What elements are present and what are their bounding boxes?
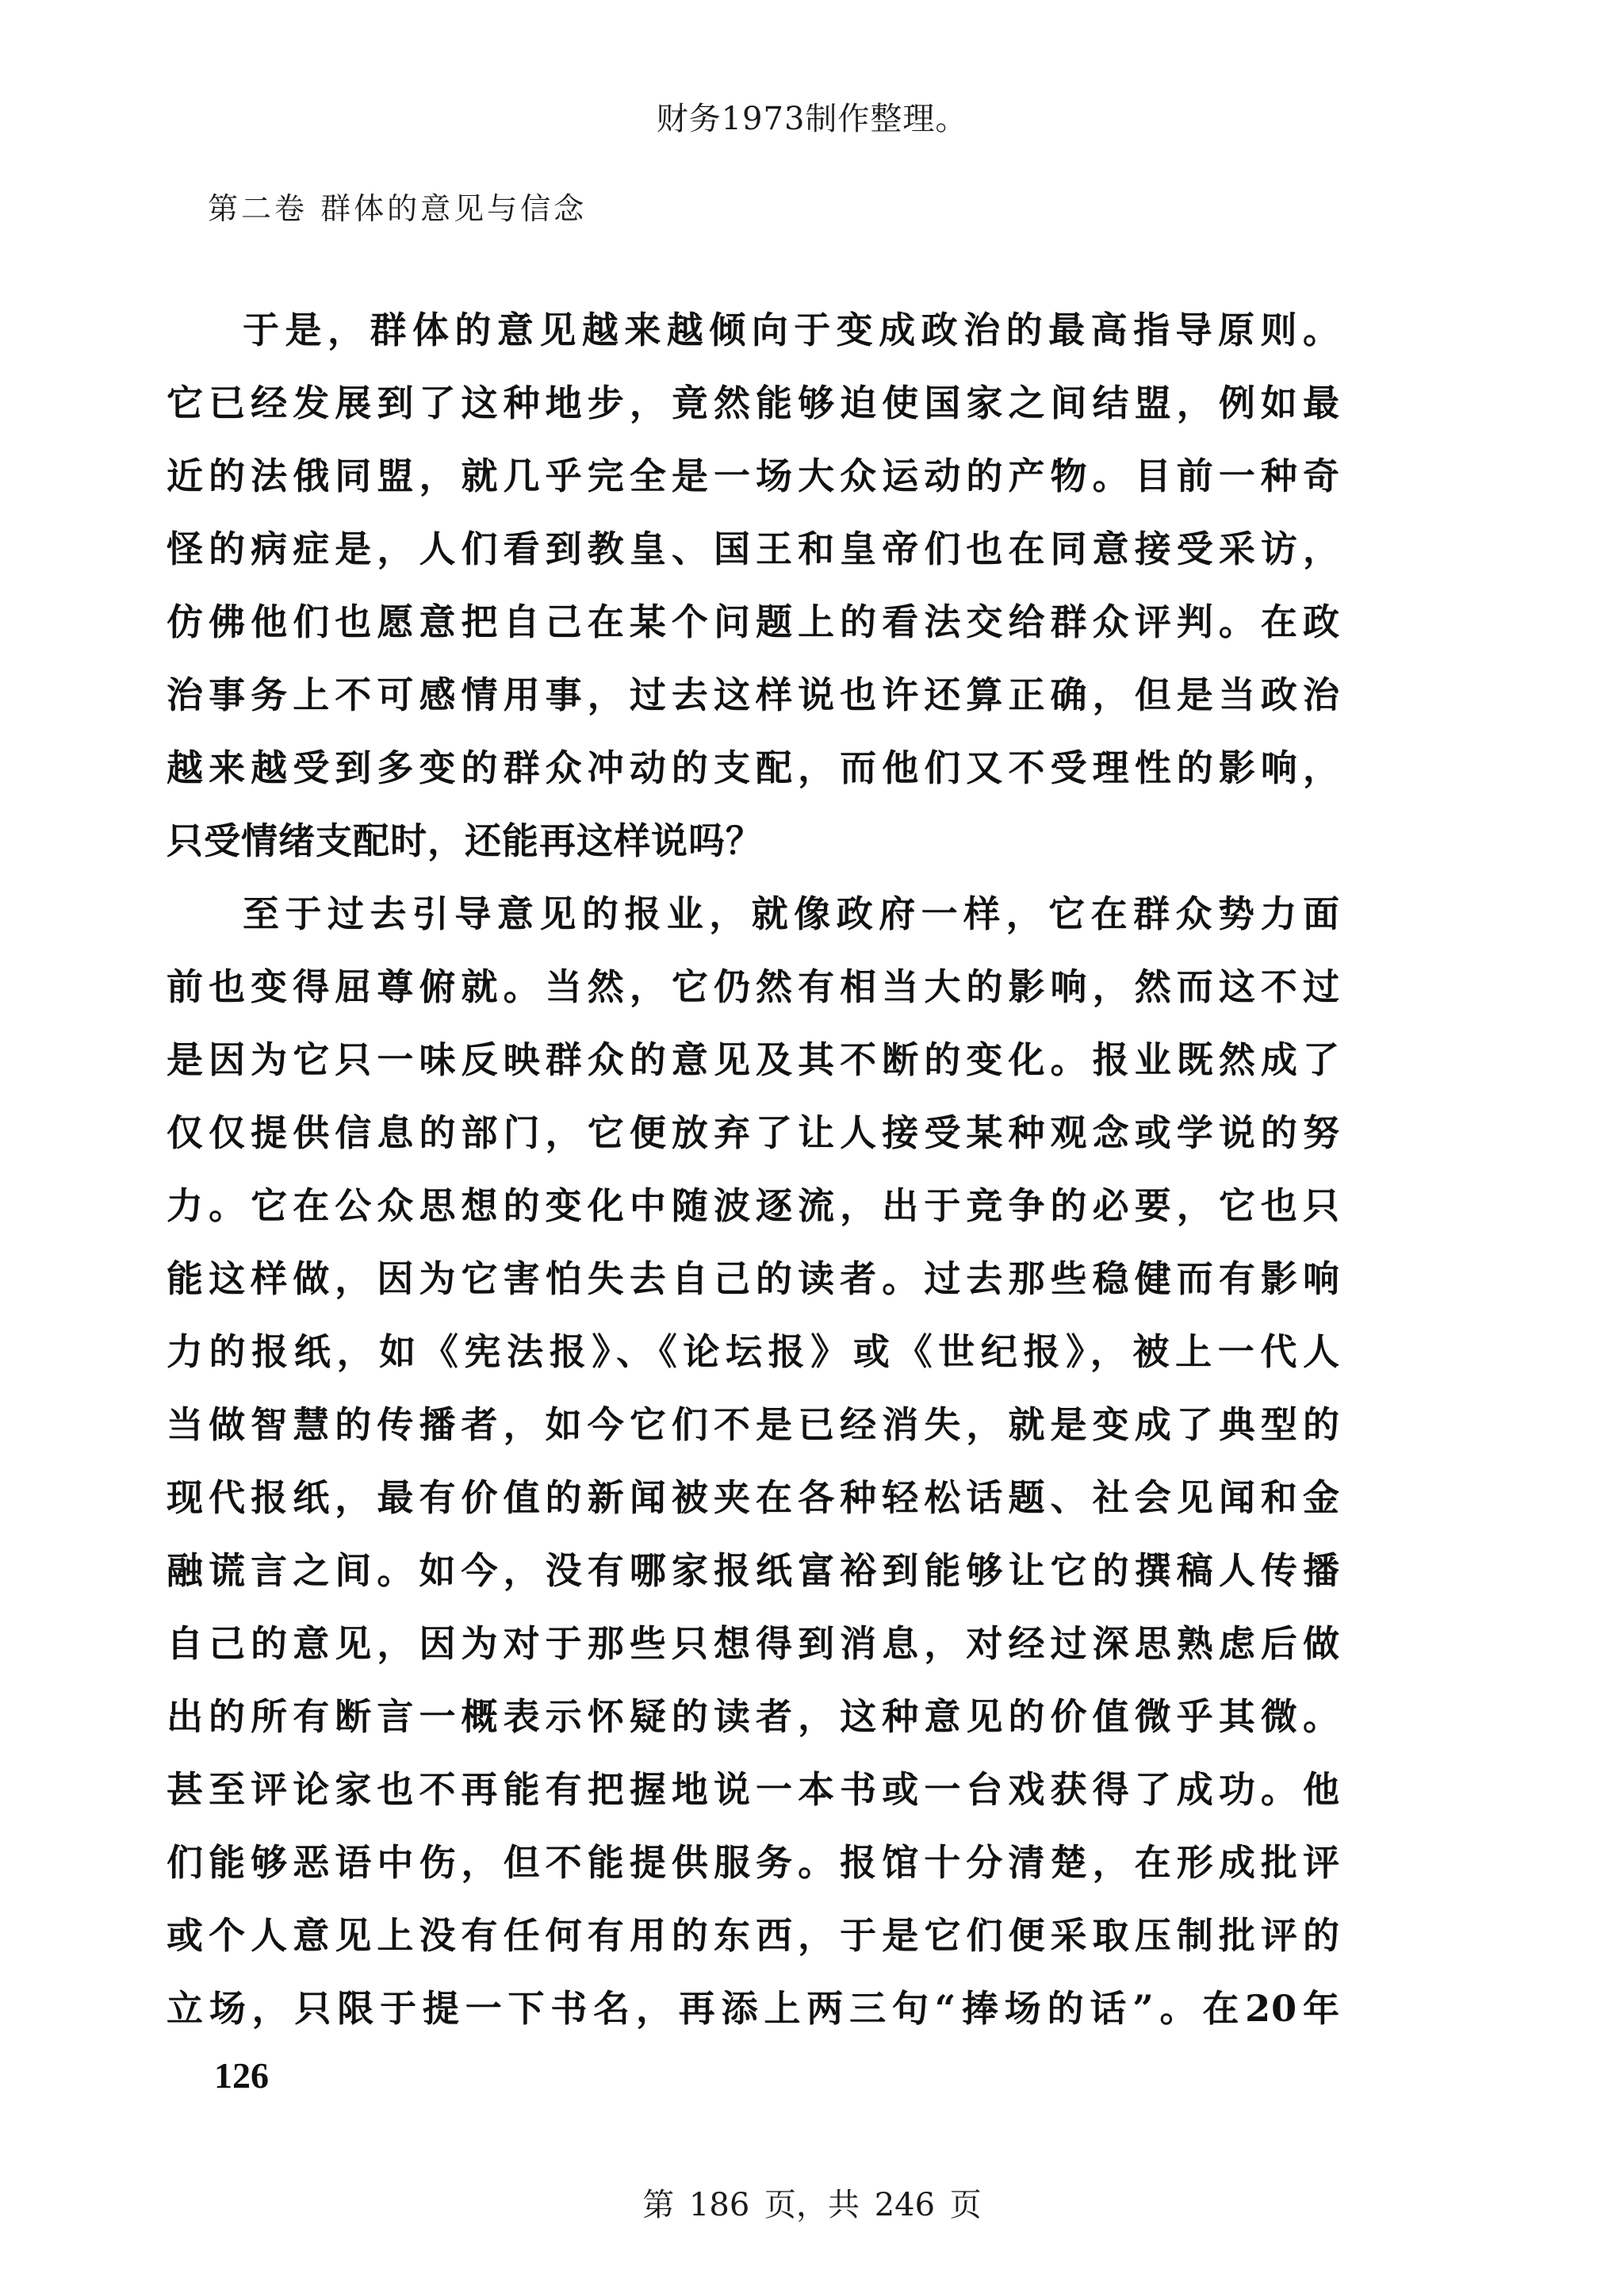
watermark-text: 财务1973制作整理。 — [656, 101, 968, 137]
text-line: 越来越受到多变的群众冲动的支配，而他们又不受理性的影响， — [167, 746, 1340, 789]
paragraph-2 — [167, 877, 1340, 2045]
text-line: 甚至评论家也不再能有把握地说一本书或一台戏获得了成功。他 — [167, 1768, 1340, 1811]
text-line: 力的报纸，如《宪法报》、《论坛报》或《世纪报》，被上一代人 — [167, 1330, 1340, 1373]
body-text — [167, 293, 1340, 2045]
text-line: 怪的病症是，人们看到教皇、国王和皇帝们也在同意接受采访， — [167, 527, 1340, 570]
text-line: 或个人意见上没有任何有用的东西，于是它们便采取压制批评的 — [167, 1914, 1340, 1957]
paragraph-1 — [167, 293, 1340, 877]
text-line: 出的所有断言一概表示怀疑的读者，这种意见的价值微乎其微。 — [167, 1695, 1340, 1738]
text-line: 力。它在公众思想的变化中随波逐流，出于竞争的必要，它也只 — [167, 1184, 1340, 1227]
text-line: 是因为它只一味反映群众的意见及其不断的变化。报业既然成了 — [167, 1038, 1340, 1081]
text-line: 能这样做，因为它害怕失去自己的读者。过去那些稳健而有影响 — [167, 1257, 1340, 1300]
text-line: 前也变得屈尊俯就。当然，它仍然有相当大的影响，然而这不过 — [167, 965, 1340, 1008]
text-line: 至于过去引导意见的报业，就像政府一样，它在群众势力面 — [243, 892, 1340, 935]
text-line: 仿佛他们也愿意把自己在某个问题上的看法交给群众评判。在政 — [167, 600, 1340, 643]
page-number: 126 — [214, 2055, 269, 2096]
text-line: 融谎言之间。如今，没有哪家报纸富裕到能够让它的撰稿人传播 — [167, 1549, 1340, 1592]
text-line: 现代报纸，最有价值的新闻被夹在各种轻松话题、社会见闻和金 — [167, 1476, 1340, 1519]
text-line: 治事务上不可感情用事，过去这样说也许还算正确，但是当政治 — [167, 673, 1340, 716]
text-line: 它已经发展到了这种地步，竟然能够迫使国家之间结盟，例如最 — [167, 382, 1340, 424]
page-footer: 第 186 页，共 246 页 — [642, 2187, 982, 2223]
text-line: 于是，群体的意见越来越倾向于变成政治的最高指导原则。 — [243, 309, 1340, 351]
text-line: 自己的意见，因为对于那些只想得到消息，对经过深思熟虑后做 — [167, 1622, 1340, 1665]
text-line: 们能够恶语中伤，但不能提供服务。报馆十分清楚，在形成批评 — [167, 1841, 1340, 1884]
text-line: 仅仅提供信息的部门，它便放弃了让人接受某种观念或学说的努 — [167, 1111, 1340, 1154]
text-line: 近的法俄同盟，就几乎完全是一场大众运动的产物。目前一种奇 — [167, 455, 1340, 497]
text-line: 当做智慧的传播者，如今它们不是已经消失，就是变成了典型的 — [167, 1403, 1340, 1446]
running-head: 第二卷 群体的意见与信念 — [208, 191, 588, 226]
text-line: 只受情绪支配时，还能再这样说吗？ — [167, 819, 763, 862]
text-line: 立场，只限于提一下书名，再添上两三句“捧场的话”。在20年 — [167, 1987, 1340, 2030]
